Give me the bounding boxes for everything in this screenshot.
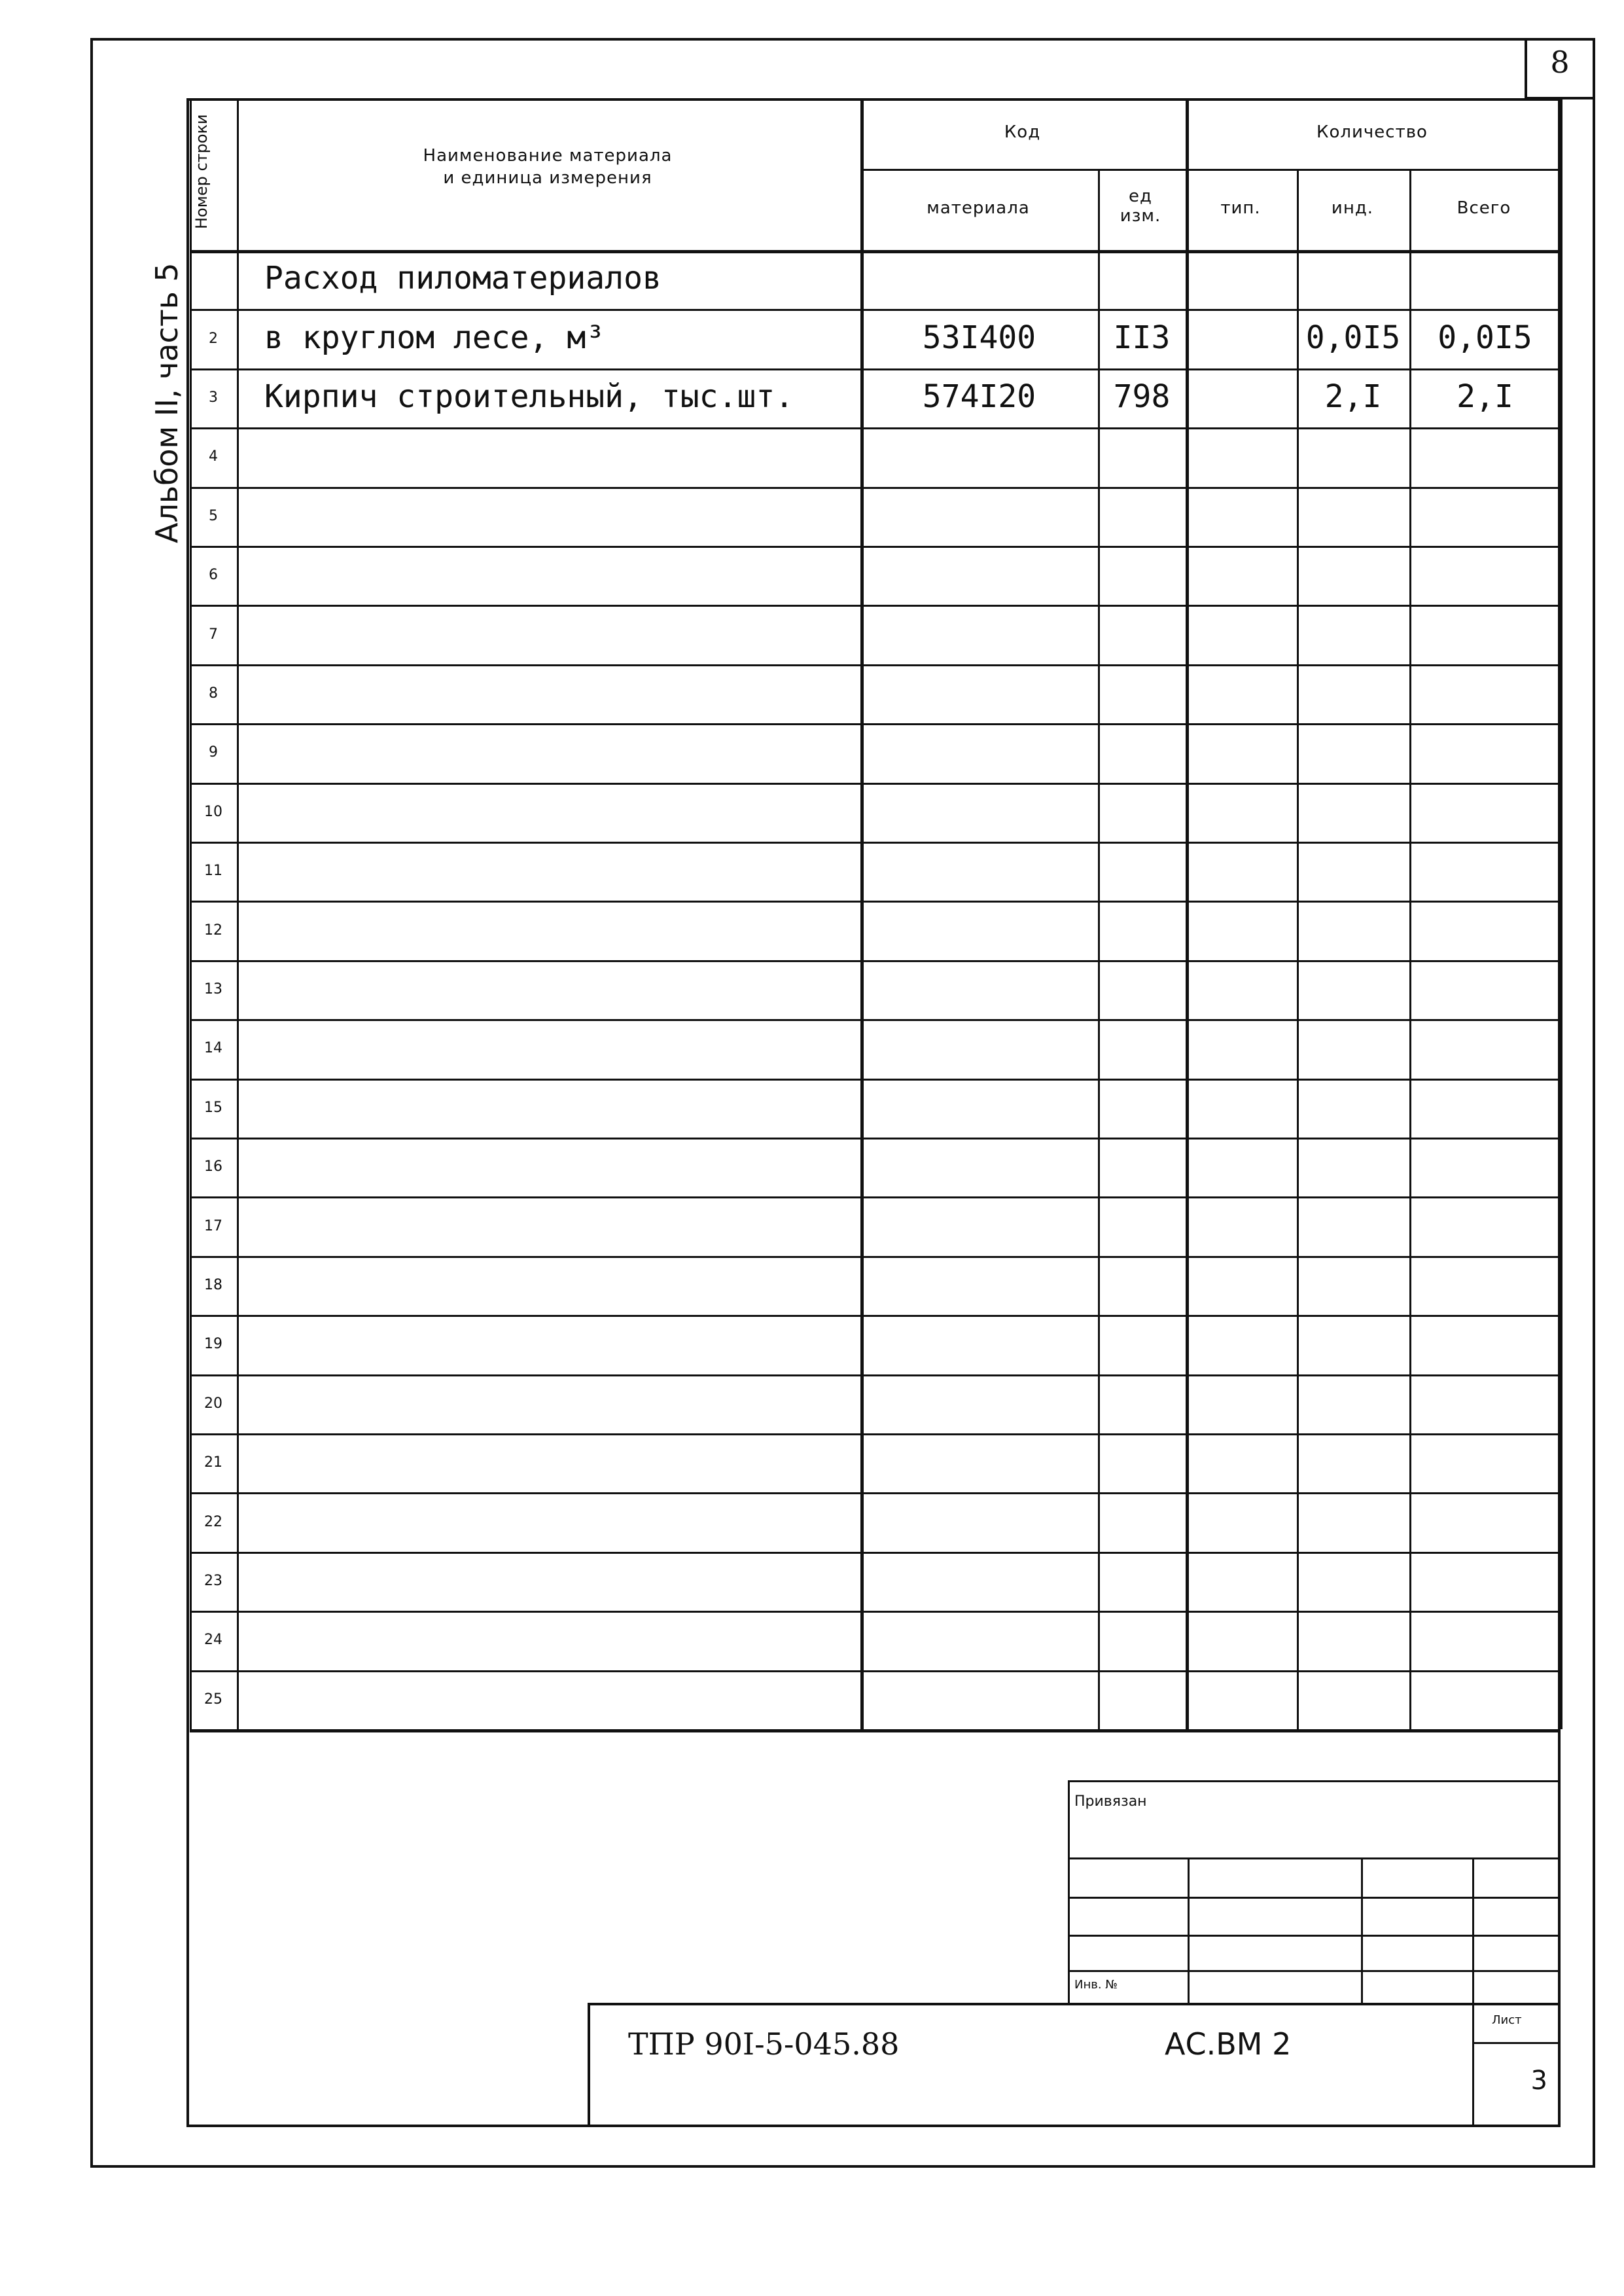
header-code-unit: ед изм.	[1120, 187, 1161, 226]
tb-inv-label: Инв. №	[1074, 1978, 1118, 1992]
tb-privyazan-top	[1068, 1780, 1561, 1782]
header-quantity: Количество	[1316, 122, 1428, 142]
header-row-number	[190, 98, 237, 250]
row-line	[190, 427, 1561, 429]
tb-sheet-value: 3	[1530, 2066, 1547, 2096]
row-line	[190, 1433, 1561, 1435]
cell-name: Расход пиломатериалов	[264, 260, 662, 296]
column-line	[237, 98, 239, 1729]
row-line	[190, 309, 1561, 311]
header-mid-line	[860, 169, 1561, 171]
row-number: 10	[204, 804, 222, 820]
row-line	[190, 1256, 1561, 1258]
tb-doc-mark: АС.ВМ 2	[1165, 2026, 1292, 2062]
row-number: 2	[209, 331, 218, 347]
row-line	[190, 960, 1561, 962]
row-line	[190, 1492, 1561, 1494]
cell-code: 574I20	[922, 378, 1036, 415]
row-number: 16	[204, 1158, 222, 1175]
header-code-material: материала	[927, 198, 1030, 218]
cell-ind: 2,I	[1324, 378, 1382, 415]
cell-total: 0,0I5	[1438, 319, 1532, 356]
column-line	[1186, 98, 1189, 1729]
side-caption: Альбом II, часть 5	[149, 262, 185, 543]
header-name: Наименование материала и единица измерения	[423, 146, 673, 188]
tb-line-1	[1068, 1857, 1561, 1859]
row-line	[190, 1729, 1561, 1732]
row-number: 20	[204, 1395, 222, 1412]
tb-privyazan-left	[1068, 1780, 1070, 2003]
row-number: 7	[209, 626, 218, 643]
row-line	[190, 487, 1561, 489]
row-number: 17	[204, 1218, 222, 1234]
row-line	[190, 1374, 1561, 1376]
tb-privyazan-label: Привязан	[1074, 1793, 1147, 1810]
cell-code: 53I400	[922, 319, 1036, 356]
cell-ind: 0,0I5	[1305, 319, 1401, 356]
tb-left-line	[588, 2003, 590, 2127]
row-line	[190, 901, 1561, 903]
column-line	[190, 98, 192, 1729]
tb-line-3	[1068, 1935, 1561, 1937]
tb-top-line	[588, 2003, 1561, 2005]
header-bottom-line	[190, 250, 1561, 253]
tb-vline-2	[1361, 1857, 1363, 2003]
header-code: Код	[1004, 122, 1041, 142]
header-qty-ind: инд.	[1331, 198, 1374, 218]
tb-vline-1	[1188, 1857, 1190, 2003]
row-number: 15	[204, 1100, 222, 1116]
row-number: 19	[204, 1336, 222, 1352]
row-number: 13	[204, 981, 222, 997]
row-line	[190, 1315, 1561, 1317]
cell-total: 2,I	[1456, 378, 1513, 415]
row-line	[190, 723, 1561, 725]
row-number: 21	[204, 1454, 222, 1471]
cell-name: в круглом лесе, м³	[264, 319, 605, 356]
row-line	[190, 1196, 1561, 1198]
row-number: 14	[204, 1040, 222, 1056]
header-row-number-text: Номер строки	[192, 114, 211, 229]
cell-name: Кирпич строительный, тыс.шт.	[264, 378, 794, 415]
row-number: 5	[209, 508, 218, 524]
tb-doc-code: ТПР 90I-5-045.88	[628, 2026, 900, 2062]
row-number: 8	[209, 685, 218, 702]
cell-unit: 798	[1113, 378, 1171, 415]
row-number: 22	[204, 1514, 222, 1530]
tb-sheet-line	[1472, 2042, 1561, 2044]
row-number: 18	[204, 1277, 222, 1293]
row-number: 12	[204, 922, 222, 939]
row-line	[190, 605, 1561, 607]
row-number: 11	[204, 863, 222, 879]
tb-line-4	[1068, 1970, 1561, 1972]
row-line	[190, 783, 1561, 785]
row-line	[190, 1552, 1561, 1554]
row-line	[190, 664, 1561, 666]
header-qty-total: Всего	[1456, 198, 1511, 218]
row-number: 24	[204, 1632, 222, 1648]
row-number: 23	[204, 1573, 222, 1589]
tb-sheet-label: Лист	[1492, 2013, 1522, 2027]
column-line	[1561, 98, 1562, 1729]
row-line	[190, 1670, 1561, 1672]
row-number: 9	[209, 744, 218, 761]
tb-line-2	[1068, 1897, 1561, 1899]
row-line	[190, 1138, 1561, 1139]
row-line	[190, 842, 1561, 844]
header-qty-typ: тип.	[1220, 198, 1261, 218]
cell-unit: II3	[1113, 319, 1171, 356]
sheet-number: 8	[1550, 45, 1570, 80]
row-number: 25	[204, 1691, 222, 1708]
row-line	[190, 546, 1561, 548]
row-number: 4	[209, 448, 218, 465]
row-line	[190, 368, 1561, 370]
row-line	[190, 1611, 1561, 1613]
row-line	[190, 1019, 1561, 1021]
row-number: 3	[209, 389, 218, 406]
row-number: 6	[209, 567, 218, 583]
row-line	[190, 1079, 1561, 1081]
